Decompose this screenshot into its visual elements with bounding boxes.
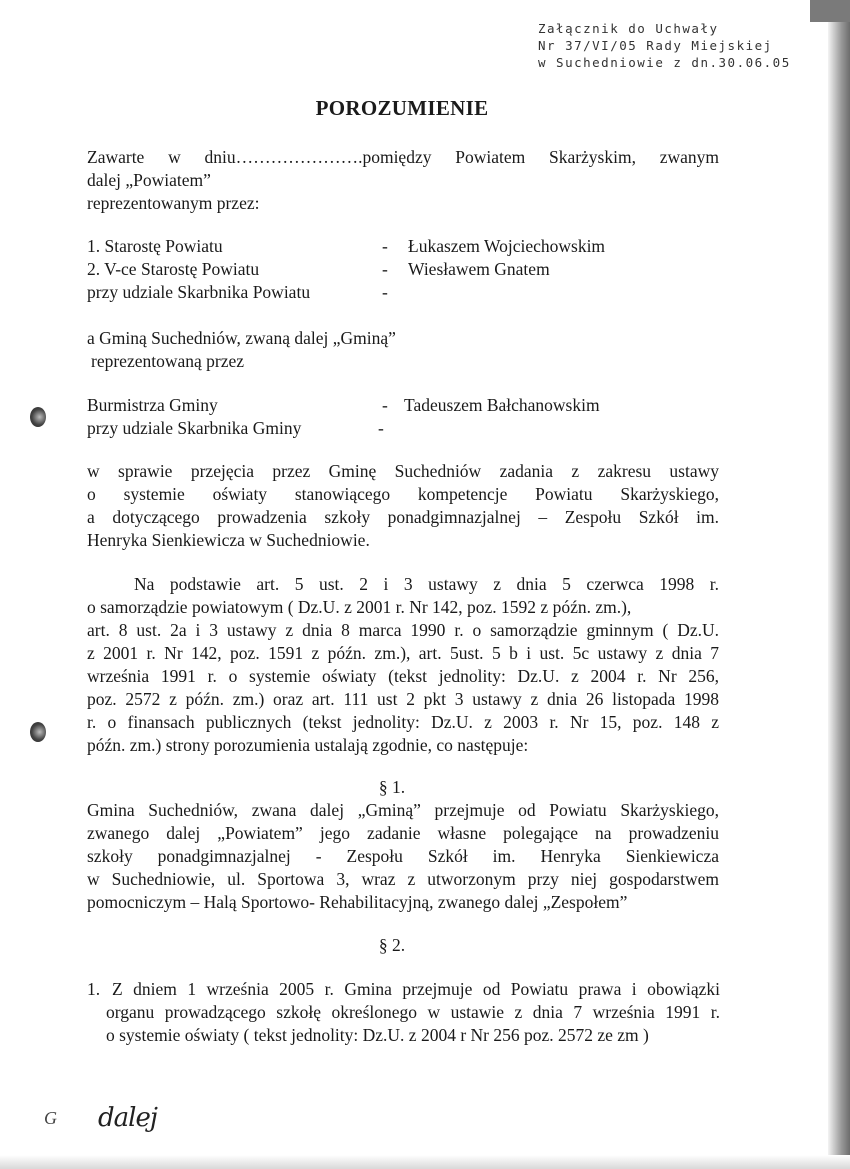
section-1-line: szkoły ponadgimnazjalnej - Zespołu Szkół im. Henryka Sienkiewicza (87, 846, 719, 866)
intro-line: reprezentowanym przez: (87, 193, 260, 213)
intro-line: dalej „Powiatem” (87, 170, 211, 190)
stamp-line: Załącznik do Uchwały (538, 21, 719, 36)
section-1-heading: § 1. (378, 777, 406, 797)
section-1-line: Gmina Suchedniów, zwana dalej „Gminą” przejmuje od Powiatu Skarżyskiego, (87, 800, 719, 820)
section-2-item-line: organu prowadzącego szkołę określonego w ustawie z dnia 7 września 1991 r. (106, 1002, 720, 1022)
section-2-heading: § 2. (378, 935, 406, 955)
rep-dash: - (382, 236, 388, 256)
rep-dash: - (382, 259, 388, 279)
legal-basis-line: późn. zm.) strony porozumienia ustalają zgodnie, co następuje: (87, 735, 529, 755)
powiat-rep-role: 1. Starostę Powiatu (87, 236, 223, 256)
legal-basis-line: września 1991 r. o systemie oświaty (tekst jednolity: Dz.U. z 2004 r. Nr 256, (87, 666, 719, 686)
powiat-rep-role: 2. V-ce Starostę Powiatu (87, 259, 260, 279)
scan-right-edge (828, 0, 850, 1169)
punch-hole-icon (30, 407, 46, 427)
subject-line: Henryka Sienkiewicza w Suchedniowie. (87, 530, 370, 550)
legal-basis-line: poz. 2572 z późn. zm.) oraz art. 111 ust 2 pkt 3 ustawy z dnia 26 listopada 1998 (87, 689, 719, 709)
legal-basis-line: art. 8 ust. 2a i 3 ustawy z dnia 8 marca 1990 r. o samorządzie gminnym ( Dz.U. (87, 620, 719, 640)
gmina-rep-name: Tadeuszem Bałchanowskim (404, 395, 600, 415)
powiat-rep-name: Łukaszem Wojciechowskim (408, 236, 606, 256)
section-1-line: w Suchedniowie, ul. Sportowa 3, wraz z utworzonym przy niej gospodarstwem (87, 869, 719, 889)
rep-dash: - (382, 395, 388, 415)
legal-basis-line: o samorządzie powiatowym ( Dz.U. z 2001 r. Nr 142, poz. 1592 z późn. zm.), (87, 597, 632, 617)
powiat-rep-role: przy udziale Skarbnika Powiatu (87, 282, 311, 302)
subject-line: o systemie oświaty stanowiącego kompetencje Powiatu Skarżyskiego, (87, 484, 719, 504)
subject-line: a dotyczącego prowadzenia szkoły ponadgimnazjalnej – Zespołu Szkół im. (87, 507, 719, 527)
section-2-item-line: Z dniem 1 września 2005 r. Gmina przejmuje od Powiatu prawa i obowiązki (112, 979, 720, 999)
scan-top-corner (810, 0, 850, 22)
legal-basis-line: z 2001 r. Nr 142, poz. 1591 z późn. zm.), art. 5ust. 5 b i ust. 5c ustawy z dnia 7 (87, 643, 719, 663)
powiat-rep-name: Wiesławem Gnatem (408, 259, 550, 279)
stamp-line: Nr 37/VI/05 Rady Miejskiej (538, 38, 773, 53)
section-1-line: zwanego dalej „Powiatem” jego zadanie własne polegające na prowadzeniu (87, 823, 719, 843)
scan-bottom-edge (0, 1155, 850, 1169)
legal-basis-line: r. o finansach publicznych (tekst jednolity: Dz.U. z 2003 r. Nr 15, poz. 148 z (87, 712, 719, 732)
document-title: POROZUMIENIE (315, 96, 489, 120)
stamp-line: w Suchedniowie z dn.30.06.05 (538, 55, 791, 70)
attachment-stamp (538, 20, 791, 71)
gmina-intro-line: reprezentowaną przez (91, 351, 245, 371)
gmina-intro-line: a Gminą Suchedniów, zwaną dalej „Gminą” (87, 328, 396, 348)
section-2-item-line: o systemie oświaty ( tekst jednolity: Dz.U. z 2004 r Nr 256 poz. 2572 ze zm ) (106, 1025, 649, 1045)
legal-basis-line: Na podstawie art. 5 ust. 2 i 3 ustawy z dnia 5 czerwca 1998 r. (134, 574, 719, 594)
rep-dash: - (382, 282, 388, 302)
section-2-item-number: 1. (87, 979, 101, 999)
gmina-rep-role: przy udziale Skarbnika Gminy (87, 418, 302, 438)
punch-hole-icon (30, 722, 46, 742)
subject-line: w sprawie przejęcia przez Gminę Suchedniów zadania z zakresu ustawy (87, 461, 719, 481)
handwritten-signature: dalej (98, 1103, 157, 1133)
intro-line: Zawarte w dniu………………….pomiędzy Powiatem Skarżyskim, zwanym (87, 147, 719, 167)
gmina-rep-role: Burmistrza Gminy (87, 395, 218, 415)
rep-dash: - (378, 418, 384, 438)
handwritten-mark: G (44, 1108, 57, 1128)
section-1-line: pomocniczym – Halą Sportowo- Rehabilitacyjną, zwanego dalej „Zespołem” (87, 892, 628, 912)
